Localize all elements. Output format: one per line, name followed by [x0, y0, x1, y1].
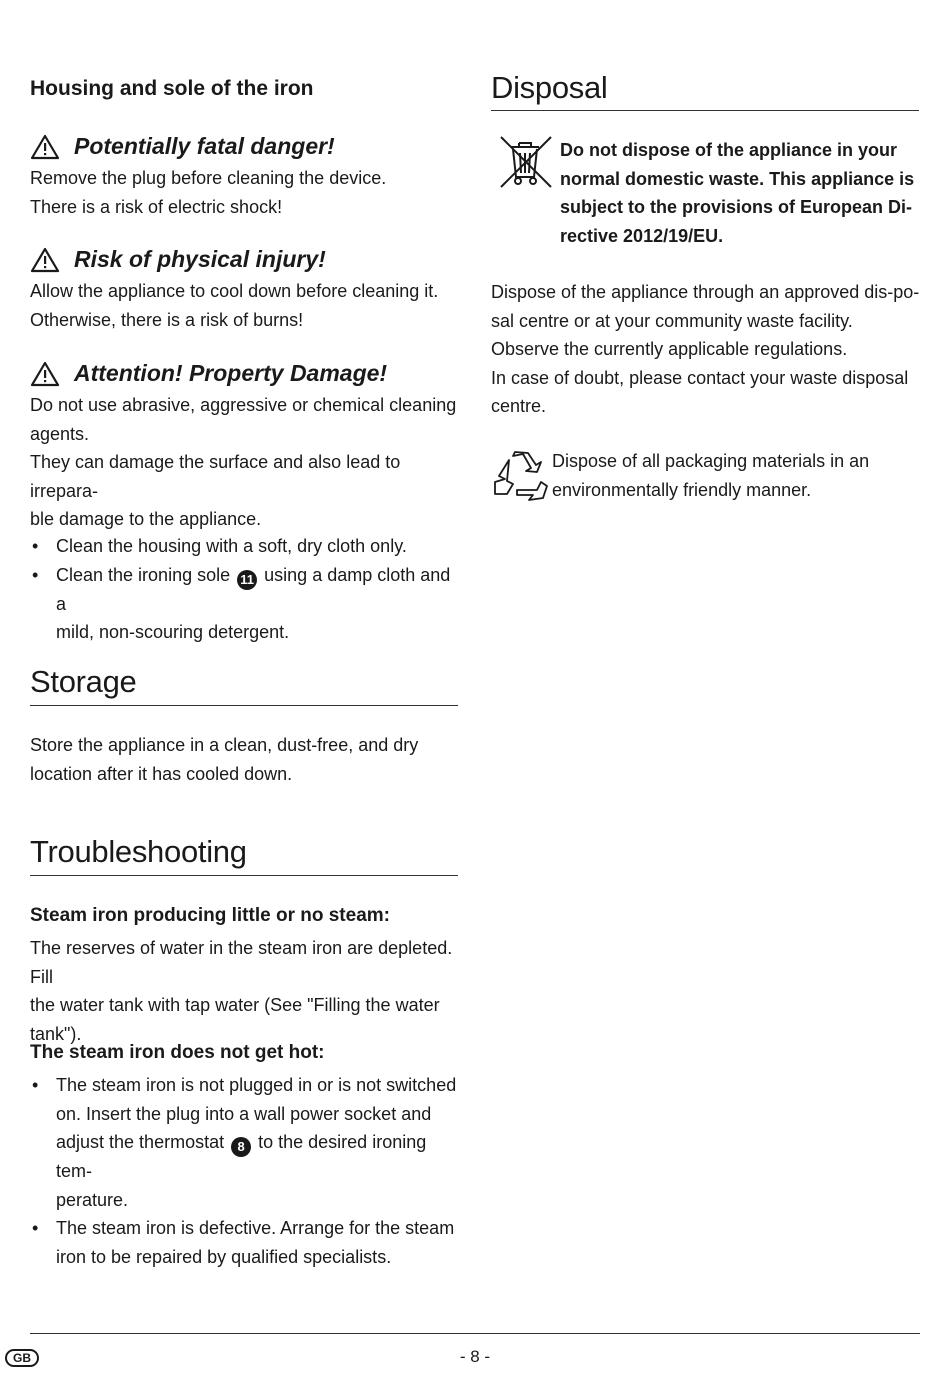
warning-fatal-title: Potentially fatal danger! [74, 133, 335, 159]
text-line: In case of doubt, please contact your waste disposal [491, 367, 909, 388]
text-line: normal domestic waste. This appliance is [560, 168, 915, 189]
warning-property [30, 360, 387, 387]
troubleshooting-heading: Troubleshooting [30, 834, 247, 869]
warning-property-text [30, 391, 460, 534]
problem-2-bullets [30, 1071, 460, 1271]
text-line: agents. [30, 423, 90, 444]
text-line: Otherwise, there is a risk of burns! [30, 309, 304, 330]
warning-triangle-icon [30, 361, 60, 387]
storage-heading: Storage [30, 664, 137, 699]
list-item: • Clean the housing with a soft, dry cloth only. [32, 536, 407, 556]
part-number-badge: 11 [237, 570, 257, 590]
problem-2-title: The steam iron does not get hot: [30, 1042, 325, 1063]
disposal-heading: Disposal [491, 70, 608, 105]
warning-injury-title: Risk of physical injury! [74, 246, 326, 272]
text-line: The reserves of water in the steam iron are depleted. Fill [30, 938, 453, 987]
language-badge: GB [5, 1349, 39, 1367]
text-line: Allow the appliance to cool down before cleaning it. [30, 281, 439, 301]
disposal-warning [560, 136, 920, 250]
text-line: They can damage the surface and also lead to irrepara- [30, 452, 401, 501]
bullet-text: The steam iron is not plugged in or is not switched [56, 1075, 457, 1095]
text-line: centre. [491, 396, 547, 416]
warning-fatal-text [30, 164, 460, 221]
recycle-icon [493, 450, 549, 502]
crossed-bin-icon [497, 133, 553, 189]
warning-triangle-icon [30, 134, 60, 160]
bullet-text: adjust the thermostat [56, 1132, 225, 1152]
text-line: location after it has cooled down. [30, 763, 293, 784]
page-number: - 8 - [459, 1347, 491, 1366]
text-line: Do not dispose of the appliance in your [560, 140, 898, 160]
bullet-text: using a damp cloth and a [56, 564, 451, 614]
part-number-badge: 8 [231, 1137, 251, 1157]
text-line: Store the appliance in a clean, dust-free, and dry [30, 735, 419, 755]
text-line: Observe the currently applicable regulations. [491, 339, 848, 359]
list-item: • Clean the ironing sole 11 using a damp cloth and a mild, non-scouring detergent. [32, 564, 451, 643]
bullet-text: Clean the housing with a soft, dry cloth only. [56, 536, 407, 556]
bullet-text: perature. [56, 1189, 129, 1210]
text-line: environmentally friendly manner. [552, 479, 812, 500]
problem-1-title: Steam iron producing little or no steam: [30, 905, 390, 926]
warning-injury [30, 246, 326, 273]
packaging-text [552, 447, 920, 504]
text-line: Dispose of all packaging materials in an [552, 451, 870, 471]
bullet-text: Clean the ironing sole [56, 564, 231, 585]
cleaning-bullets [30, 532, 460, 647]
warning-injury-text [30, 277, 460, 334]
list-item: • The steam iron is not plugged in or is not switched on. Insert the plug into a wall power socket and adjust the thermostat 8 to the desired ironing tem- perature. [32, 1075, 457, 1210]
footer-divider [30, 1333, 920, 1334]
text-line: Dispose of the appliance through an approved dis-po- [491, 282, 920, 302]
housing-title: Housing and sole of the iron [30, 77, 314, 100]
disposal-text [491, 278, 921, 421]
bullet-text: to the desired ironing tem- [56, 1132, 427, 1182]
bullet-text: mild, non-scouring detergent. [56, 622, 290, 643]
text-line: the water tank with tap water (See "Filling the water [30, 995, 440, 1015]
problem-1-text [30, 934, 460, 1048]
divider [30, 705, 458, 706]
text-line: tank"). [30, 1023, 82, 1044]
text-line: ble damage to the appliance. [30, 509, 262, 529]
storage-text [30, 731, 460, 788]
warning-property-title: Attention! Property Damage! [74, 360, 388, 386]
text-line: subject to the provisions of European Di- [560, 197, 913, 217]
divider [491, 110, 919, 111]
bullet-text: iron to be repaired by qualified specialists. [56, 1246, 392, 1267]
text-line: There is a risk of electric shock! [30, 196, 283, 217]
text-line: rective 2012/19/EU. [560, 225, 724, 246]
text-line: Remove the plug before cleaning the device. [30, 168, 387, 188]
text-line: Do not use abrasive, aggressive or chemical cleaning [30, 395, 457, 415]
text-line: sal centre or at your community waste facility. [491, 310, 853, 331]
list-item: • The steam iron is defective. Arrange for the steam iron to be repaired by qualified specialists. [32, 1218, 455, 1267]
divider [30, 875, 458, 876]
bullet-text: The steam iron is defective. Arrange for the steam [56, 1218, 455, 1239]
warning-fatal [30, 133, 335, 160]
warning-triangle-icon [30, 247, 60, 273]
bullet-text: on. Insert the plug into a wall power socket and [56, 1103, 432, 1124]
